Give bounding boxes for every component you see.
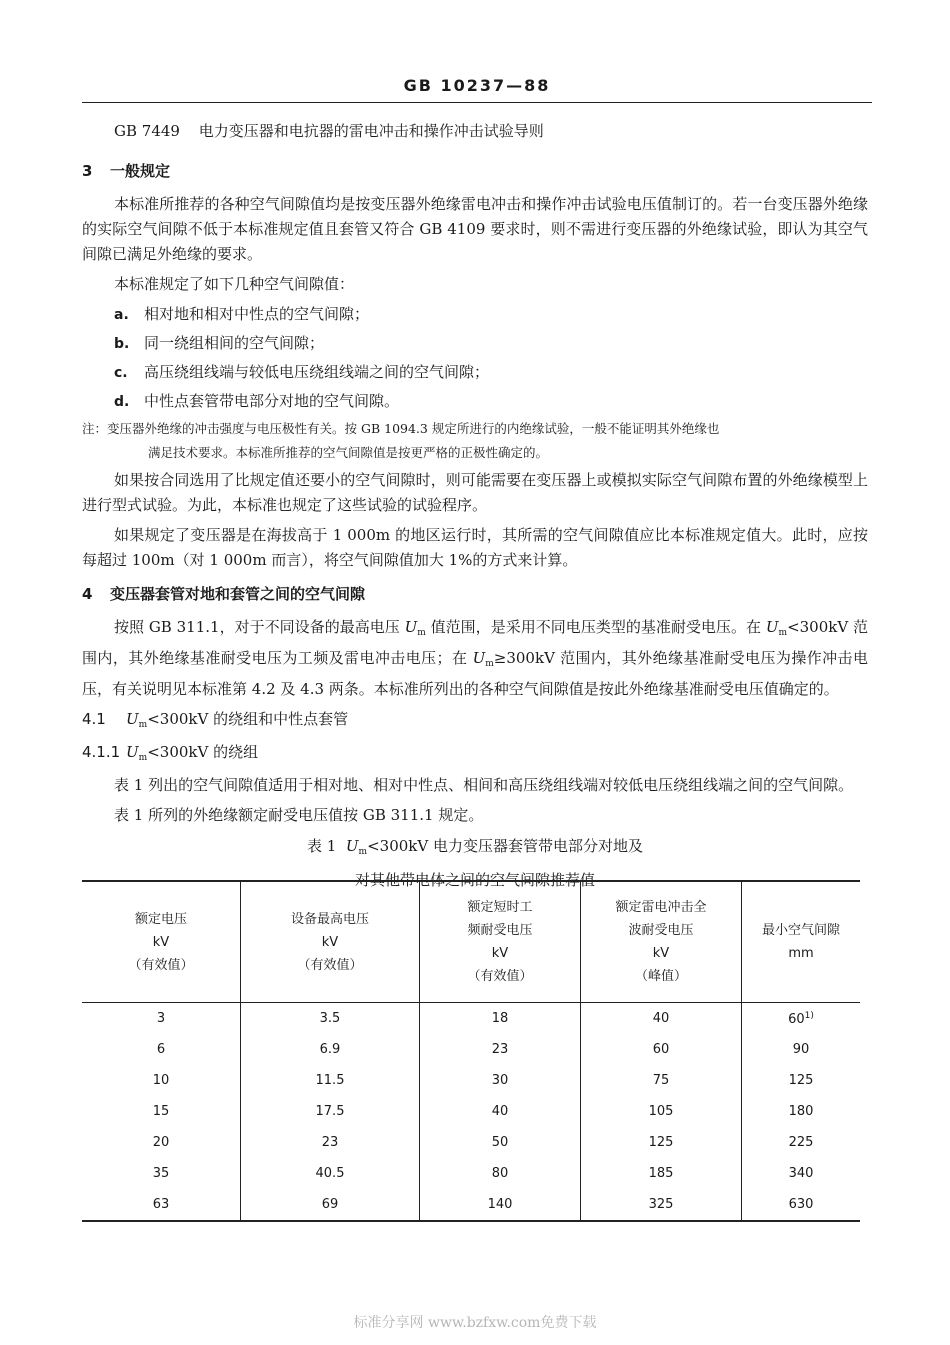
section-3-paragraph-4: 如果规定了变压器是在海拔高于 1 000m 的地区运行时，其所需的空气间隙值应比本标准规定值大。此时，应按每超过 100m（对 1 000m 而言），将空气间隙值加大 1%的方式来计算。 (82, 526, 868, 569)
note-line-2: 满足技术要求。本标准所推荐的空气间隙值是按更严格的正极性确定的。 (148, 445, 549, 460)
table-row: 6 6.9 23 60 90 (82, 1034, 860, 1065)
header-power-frequency-withstand: 额定短时工 频耐受电压 kV （有效值） (420, 881, 581, 1003)
subsection-4-1-heading: 4.1 $U_m<300kV$ 的绕组和中性点套管 (82, 710, 349, 730)
table-row: 3 3.5 18 40 60$^{1)}$ (82, 1003, 860, 1035)
reference-code: GB 7449 (114, 122, 180, 140)
normative-reference (114, 118, 868, 144)
section-3-paragraph-1: 本标准所推荐的各种空气间隙值均是按变压器外绝缘雷电冲击和操作冲击试验电压值制订的。若一台变压器外绝缘的实际空气间隙不低于本标准规定值且套管又符合 GB 4109 要求时，则不需进行变压器的外绝缘试验，即认为其空气间隙已满足外绝缘的要求。 (82, 195, 868, 263)
header-min-air-clearance: 最小空气间隙 mm (742, 881, 861, 1003)
footer-watermark: 标准分享网 www.bzfxw.com免费下载 (353, 1315, 597, 1331)
table-row: 10 11.5 30 75 125 (82, 1065, 860, 1096)
list-item: d. 中性点套管带电部分对地的空气间隙。 (114, 392, 400, 410)
table-title: 表 1 $U_m<300kV$ 电力变压器套管带电部分对地及 (307, 837, 643, 857)
note-line-1: 注：变压器外绝缘的冲击强度与电压极性有关。按 GB 1094.3 规定所进行的内绝缘试验，一般不能证明其外绝缘也 (82, 421, 720, 436)
section-3-paragraph-2: 本标准规定了如下几种空气间隙值： (114, 275, 355, 293)
table-row: 20 23 50 125 225 (82, 1127, 860, 1158)
section-4-heading: 4 变压器套管对地和套管之间的空气间隙 (82, 585, 366, 603)
section-3-paragraph-3: 如果按合同选用了比规定值还要小的空气间隙时，则可能需要在变压器上或模拟实际空气间隙布置的外绝缘模型上进行型式试验。为此，本标准也规定了这些试验的试验程序。 (82, 471, 868, 514)
table-subtitle: 对其他带电体之间的空气间隙推荐值 (354, 871, 595, 889)
section-4-paragraph-3: 表 1 所列的外绝缘额定耐受电压值按 GB 311.1 规定。 (114, 806, 484, 824)
header-rule (82, 102, 872, 103)
table-row: 15 17.5 40 105 180 (82, 1096, 860, 1127)
header-max-equipment-voltage: 设备最高电压 kV （有效值） (241, 881, 420, 1003)
section-3-heading: 3 一般规定 (82, 162, 171, 180)
reference-title: 电力变压器和电抗器的雷电冲击和操作冲击试验导则 (198, 122, 544, 140)
subsection-4-1-1-heading: 4.1.1 $U_m<300kV$ 的绕组 (82, 743, 259, 763)
list-item: a. 相对地和相对中性点的空气间隙； (114, 305, 370, 323)
list-item: b. 同一绕组相间的空气间隙； (114, 334, 325, 352)
table-header-row (82, 881, 860, 1003)
header-rated-voltage: 额定电压 kV （有效值） (82, 881, 241, 1003)
section-4-paragraph-2: 表 1 列出的空气间隙值适用于相对地、相对中性点、相间和高压绕组线端对较低电压绕组线端之间的空气间隙。 (114, 776, 854, 794)
page-header: GB 10237—88 (403, 76, 551, 95)
table-row: 63 69 140 325 630 (82, 1189, 860, 1221)
document-body (82, 118, 868, 893)
footnote-marker: 1) (804, 1010, 814, 1021)
air-clearance-table (82, 880, 860, 1222)
list-item: c. 高压绕组线端与较低电压绕组线端之间的空气间隙； (114, 363, 490, 381)
table-row: 35 40.5 80 185 340 (82, 1158, 860, 1189)
header-lightning-impulse-withstand: 额定雷电冲击全 波耐受电压 kV （峰值） (581, 881, 742, 1003)
section-4-paragraph-1: 按照 GB 311.1，对于不同设备的最高电压 $U_m$ 值范围，是采用不同电压类型的基准耐受电压。在 $U_m<300kV$ 范围内，其外绝缘基准耐受电压为工频及雷电冲击电压；在 $U_m\ge 300kV$ 范围内，其外绝缘基准耐受电压为操作冲击电压，有关说明见本标准第 4.2 及 4.3 两条。本标准所列出的各种空气间隙值是按此外绝缘基准耐受电压值确定的。 (82, 618, 868, 698)
